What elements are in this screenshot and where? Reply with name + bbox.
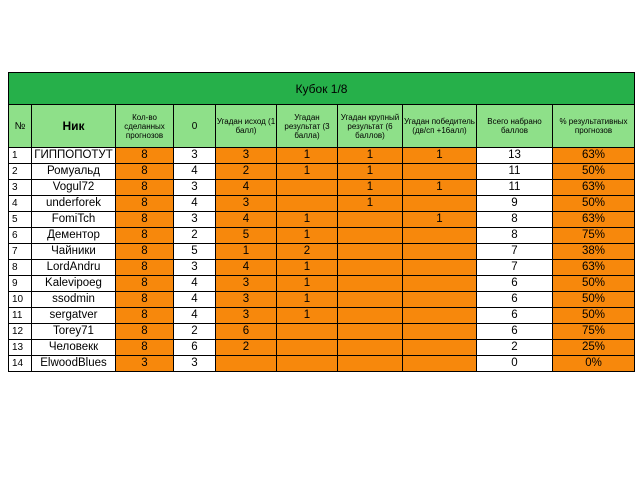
row-number: 13 xyxy=(9,340,32,356)
row-nick: underforek xyxy=(32,196,116,212)
header-winner: Угадан победитель (дв/сп +16алл) xyxy=(403,105,477,148)
row-total: 8 xyxy=(477,212,553,228)
row-total: 6 xyxy=(477,308,553,324)
row-result xyxy=(277,196,338,212)
row-total: 7 xyxy=(477,244,553,260)
row-number: 5 xyxy=(9,212,32,228)
row-outcome: 3 xyxy=(216,308,277,324)
row-result: 1 xyxy=(277,292,338,308)
table-row xyxy=(9,196,635,212)
header-zero: 0 xyxy=(174,105,216,148)
row-nick: sergatver xyxy=(32,308,116,324)
table-row xyxy=(9,292,635,308)
row-made: 8 xyxy=(116,340,174,356)
row-total: 2 xyxy=(477,340,553,356)
table-row xyxy=(9,356,635,372)
header-big-result: Угадан крупный результат (6 баллов) xyxy=(338,105,403,148)
row-nick: ElwoodBlues xyxy=(32,356,116,372)
row-pct: 0% xyxy=(553,356,635,372)
row-nick: Torey71 xyxy=(32,324,116,340)
row-zero: 4 xyxy=(174,276,216,292)
row-big-result: 1 xyxy=(338,196,403,212)
row-result: 1 xyxy=(277,260,338,276)
table-row xyxy=(9,308,635,324)
row-number: 7 xyxy=(9,244,32,260)
standings-sheet xyxy=(8,72,635,372)
row-total: 6 xyxy=(477,292,553,308)
table-body xyxy=(9,148,635,372)
row-number: 10 xyxy=(9,292,32,308)
row-outcome: 4 xyxy=(216,212,277,228)
row-result: 1 xyxy=(277,308,338,324)
row-big-result xyxy=(338,292,403,308)
row-made: 8 xyxy=(116,292,174,308)
row-number: 9 xyxy=(9,276,32,292)
row-nick: Человекк xyxy=(32,340,116,356)
row-number: 1 xyxy=(9,148,32,164)
row-made: 8 xyxy=(116,324,174,340)
row-made: 8 xyxy=(116,180,174,196)
row-outcome: 5 xyxy=(216,228,277,244)
row-big-result xyxy=(338,340,403,356)
row-zero: 4 xyxy=(174,292,216,308)
row-pct: 63% xyxy=(553,180,635,196)
row-number: 3 xyxy=(9,180,32,196)
row-outcome: 3 xyxy=(216,196,277,212)
row-big-result xyxy=(338,356,403,372)
table-row xyxy=(9,228,635,244)
row-nick: Дементор xyxy=(32,228,116,244)
row-winner xyxy=(403,292,477,308)
row-total: 0 xyxy=(477,356,553,372)
header-made: Кол-во сделанных прогнозов xyxy=(116,105,174,148)
row-number: 12 xyxy=(9,324,32,340)
row-nick: Ромуальд xyxy=(32,164,116,180)
row-result xyxy=(277,340,338,356)
header-row xyxy=(9,105,635,148)
row-winner xyxy=(403,340,477,356)
row-big-result: 1 xyxy=(338,164,403,180)
row-pct: 75% xyxy=(553,228,635,244)
row-winner xyxy=(403,356,477,372)
row-total: 11 xyxy=(477,180,553,196)
table-row xyxy=(9,244,635,260)
row-big-result xyxy=(338,228,403,244)
row-outcome: 3 xyxy=(216,148,277,164)
row-zero: 5 xyxy=(174,244,216,260)
row-outcome xyxy=(216,356,277,372)
row-result: 2 xyxy=(277,244,338,260)
row-big-result: 1 xyxy=(338,148,403,164)
row-total: 6 xyxy=(477,324,553,340)
row-big-result xyxy=(338,212,403,228)
row-nick: ssodmin xyxy=(32,292,116,308)
row-zero: 2 xyxy=(174,228,216,244)
row-pct: 50% xyxy=(553,292,635,308)
table-row xyxy=(9,276,635,292)
row-nick: ГИППОПОТУТ xyxy=(32,148,116,164)
row-zero: 4 xyxy=(174,308,216,324)
row-nick: Kalevipoeg xyxy=(32,276,116,292)
row-winner xyxy=(403,228,477,244)
row-made: 8 xyxy=(116,212,174,228)
header-num: № xyxy=(9,105,32,148)
row-winner xyxy=(403,196,477,212)
table-row xyxy=(9,180,635,196)
row-pct: 50% xyxy=(553,164,635,180)
row-pct: 50% xyxy=(553,308,635,324)
row-result: 1 xyxy=(277,212,338,228)
row-zero: 6 xyxy=(174,340,216,356)
header-outcome: Угадан исход (1 балл) xyxy=(216,105,277,148)
row-result xyxy=(277,356,338,372)
row-nick: FomiTch xyxy=(32,212,116,228)
row-winner xyxy=(403,164,477,180)
row-result: 1 xyxy=(277,228,338,244)
row-winner: 1 xyxy=(403,212,477,228)
header-pct: % результативных прогнозов xyxy=(553,105,635,148)
row-number: 14 xyxy=(9,356,32,372)
row-made: 8 xyxy=(116,308,174,324)
row-pct: 38% xyxy=(553,244,635,260)
row-zero: 2 xyxy=(174,324,216,340)
row-total: 9 xyxy=(477,196,553,212)
header-total: Всего набрано баллов xyxy=(477,105,553,148)
row-nick: LordAndru xyxy=(32,260,116,276)
row-total: 7 xyxy=(477,260,553,276)
header-nick: Ник xyxy=(32,105,116,148)
row-outcome: 6 xyxy=(216,324,277,340)
row-result xyxy=(277,324,338,340)
table-row xyxy=(9,260,635,276)
table-row xyxy=(9,164,635,180)
row-pct: 75% xyxy=(553,324,635,340)
row-winner xyxy=(403,244,477,260)
table-row xyxy=(9,340,635,356)
row-made: 3 xyxy=(116,356,174,372)
row-result: 1 xyxy=(277,148,338,164)
row-zero: 4 xyxy=(174,196,216,212)
row-made: 8 xyxy=(116,164,174,180)
row-outcome: 4 xyxy=(216,180,277,196)
row-pct: 50% xyxy=(553,276,635,292)
row-total: 8 xyxy=(477,228,553,244)
row-big-result xyxy=(338,308,403,324)
row-made: 8 xyxy=(116,148,174,164)
row-outcome: 1 xyxy=(216,244,277,260)
row-outcome: 4 xyxy=(216,260,277,276)
row-number: 2 xyxy=(9,164,32,180)
row-made: 8 xyxy=(116,276,174,292)
row-number: 4 xyxy=(9,196,32,212)
row-made: 8 xyxy=(116,196,174,212)
row-outcome: 2 xyxy=(216,164,277,180)
row-number: 8 xyxy=(9,260,32,276)
row-zero: 3 xyxy=(174,260,216,276)
row-winner xyxy=(403,308,477,324)
row-winner: 1 xyxy=(403,180,477,196)
row-pct: 63% xyxy=(553,148,635,164)
row-big-result xyxy=(338,260,403,276)
row-outcome: 3 xyxy=(216,292,277,308)
row-big-result xyxy=(338,276,403,292)
table-row xyxy=(9,324,635,340)
row-made: 8 xyxy=(116,260,174,276)
table-row xyxy=(9,148,635,164)
row-nick: Vogul72 xyxy=(32,180,116,196)
row-made: 8 xyxy=(116,244,174,260)
row-total: 11 xyxy=(477,164,553,180)
row-pct: 63% xyxy=(553,212,635,228)
row-winner xyxy=(403,260,477,276)
row-pct: 25% xyxy=(553,340,635,356)
row-outcome: 3 xyxy=(216,276,277,292)
row-zero: 3 xyxy=(174,356,216,372)
row-winner: 1 xyxy=(403,148,477,164)
row-number: 6 xyxy=(9,228,32,244)
row-zero: 3 xyxy=(174,148,216,164)
row-winner xyxy=(403,324,477,340)
row-made: 8 xyxy=(116,228,174,244)
row-result: 1 xyxy=(277,164,338,180)
table-row xyxy=(9,212,635,228)
row-number: 11 xyxy=(9,308,32,324)
table-title: Кубок 1/8 xyxy=(9,73,635,105)
row-total: 13 xyxy=(477,148,553,164)
row-pct: 63% xyxy=(553,260,635,276)
row-result: 1 xyxy=(277,276,338,292)
row-zero: 3 xyxy=(174,180,216,196)
row-nick: Чайники xyxy=(32,244,116,260)
row-result xyxy=(277,180,338,196)
row-big-result xyxy=(338,244,403,260)
row-big-result: 1 xyxy=(338,180,403,196)
row-big-result xyxy=(338,324,403,340)
row-total: 6 xyxy=(477,276,553,292)
row-winner xyxy=(403,276,477,292)
row-pct: 50% xyxy=(553,196,635,212)
row-zero: 4 xyxy=(174,164,216,180)
header-result: Угадан результат (3 балла) xyxy=(277,105,338,148)
row-zero: 3 xyxy=(174,212,216,228)
row-outcome: 2 xyxy=(216,340,277,356)
title-row xyxy=(9,73,635,105)
standings-table xyxy=(8,72,635,372)
